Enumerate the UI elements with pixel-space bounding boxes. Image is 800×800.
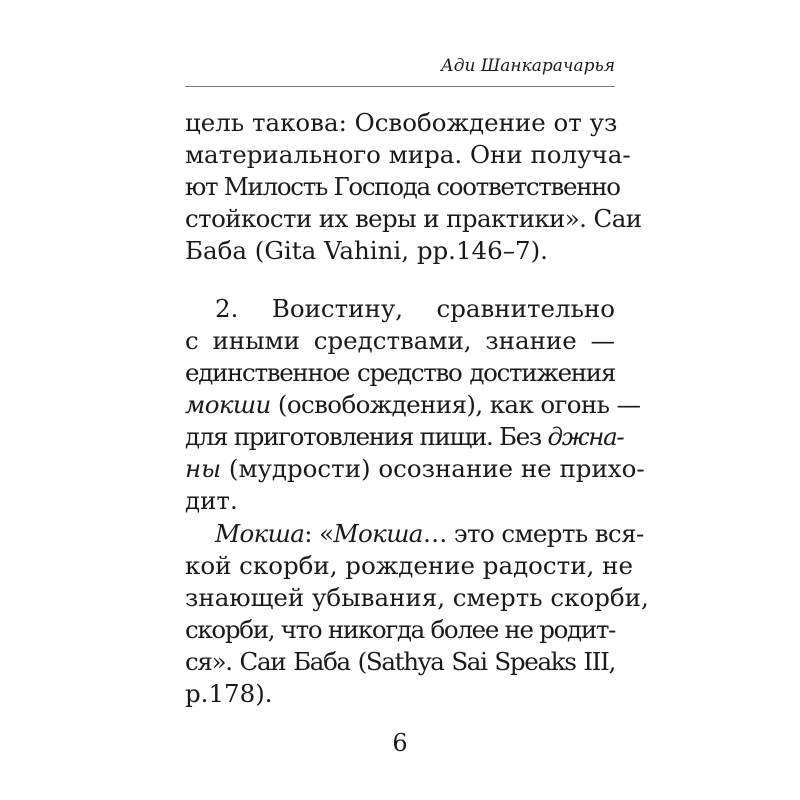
paragraph-3-line-2: кой скорби, рождение радости, не <box>185 551 633 580</box>
term-jnana-part-2: ны <box>185 454 222 483</box>
page-number: 6 <box>392 729 408 757</box>
paragraph-2-line-4-text: (освобождения), как огонь — <box>270 390 641 419</box>
paragraph-1-line-4: стойкости их веры и практики». Саи <box>185 204 642 233</box>
paragraph-3-line-3: знающей убывания, смерть скорби, <box>185 583 649 612</box>
term-moksha: Мокша <box>215 519 305 548</box>
running-head: Ади Шанкарачарья <box>440 56 615 76</box>
paragraph-3-line-1 <box>215 519 644 549</box>
paragraph-2-line-3: единственное средство достижения <box>185 358 615 387</box>
paragraph-2-line-1: 2. Воистину, сравнительно <box>215 294 615 323</box>
paragraph-2-line-4 <box>185 390 641 420</box>
term-jnana-part-1: джна- <box>547 422 624 451</box>
paragraph-2-line-5-text: для приготовления пищи. Без <box>185 422 548 451</box>
paragraph-3-line-1-text: … это смерть вся- <box>422 519 644 548</box>
paragraph-1-line-3: ют Милость Господа соответственно <box>185 172 620 201</box>
paragraph-2-line-2: с иными средствами, знание — <box>185 326 615 355</box>
paragraph-2-line-5 <box>185 422 624 452</box>
term-moksha-quote: Мокша <box>333 519 423 548</box>
paragraph-3-line-4: скорби, что никогда более не родит- <box>185 615 616 644</box>
header-rule <box>185 86 615 87</box>
paragraph-2-line-6-text: (мудрости) осознание не прихо- <box>221 454 645 483</box>
paragraph-1-line-5: Баба (Gita Vahini, pp.146–7). <box>185 236 548 265</box>
paragraph-3-line-5: ся». Саи Баба (Sathya Sai Speaks III, <box>185 647 615 676</box>
paragraph-2-line-6 <box>185 454 645 484</box>
paragraph-2-line-7: дит. <box>185 486 238 515</box>
paragraph-3-line-1-punct: : « <box>304 519 334 548</box>
paragraph-1-line-2: материального мира. Они получа- <box>185 140 631 169</box>
term-mokshi: мокши <box>185 390 271 419</box>
paragraph-1-line-1: цель такова: Освобождение от уз <box>185 108 618 137</box>
paragraph-3-line-6: p.178). <box>185 679 273 708</box>
